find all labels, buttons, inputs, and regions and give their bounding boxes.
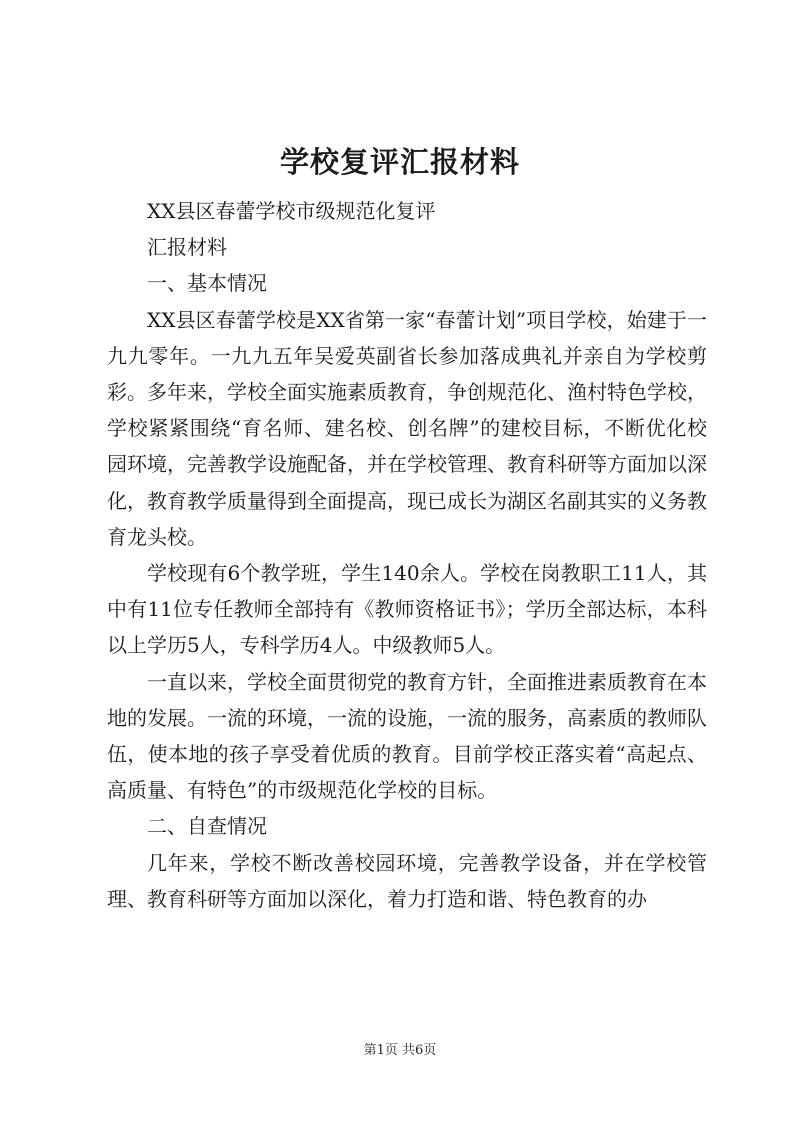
paragraph-school-stats: 学校现有6个教学班，学生140余人。学校在岗教职工11人，其中有11位专任教师全部持有《教师资格证书》；学历全部达标，本科以上学历5人，专科学历4人。中级教师5人。 — [107, 561, 707, 658]
document-title: 学校复评汇报材料 — [279, 145, 520, 179]
section-heading-basic-info: 一、基本情况 — [147, 271, 267, 296]
section-heading-self-check: 二、自查情况 — [147, 814, 267, 839]
document-body — [107, 193, 707, 917]
paragraph-report-label: 汇报材料 — [147, 235, 227, 260]
paragraph-education-policy: 一直以来，学校全面贯彻党的教育方针，全面推进素质教育在本地的发展。一流的环境，一流的设施，一流的服务，高素质的教师队伍，使本地的孩子享受着优质的教育。目前学校正落实着“高起点、高质量、有特色”的市级规范化学校的目标。 — [107, 669, 707, 803]
paragraph-subtitle: XX县区春蕾学校市级规范化复评 — [147, 199, 436, 223]
page-footer: 第1页 共6页 — [363, 1043, 437, 1058]
paragraph-self-check: 几年来，学校不断改善校园环境，完善教学设备，并在学校管理、教育科研等方面加以深化，着力打造和谐、特色教育的办 — [107, 850, 707, 911]
paragraph-school-intro: XX县区春蕾学校是XX省第一家“春蕾计划”项目学校，始建于一九九零年。一九九五年吴爱英副省长参加落成典礼并亲自为学校剪彩。多年来，学校全面实施素质教育，争创规范化、渔村特色学校，学校紧紧围绕“育名师、建名校、创名牌”的建校目标，不断优化校园环境，完善教学设施配备，并在学校管理、教育科研等方面加以深化，教育教学质量得到全面提高，现已成长为湖区名副其实的义务教育龙头校。 — [107, 307, 707, 549]
